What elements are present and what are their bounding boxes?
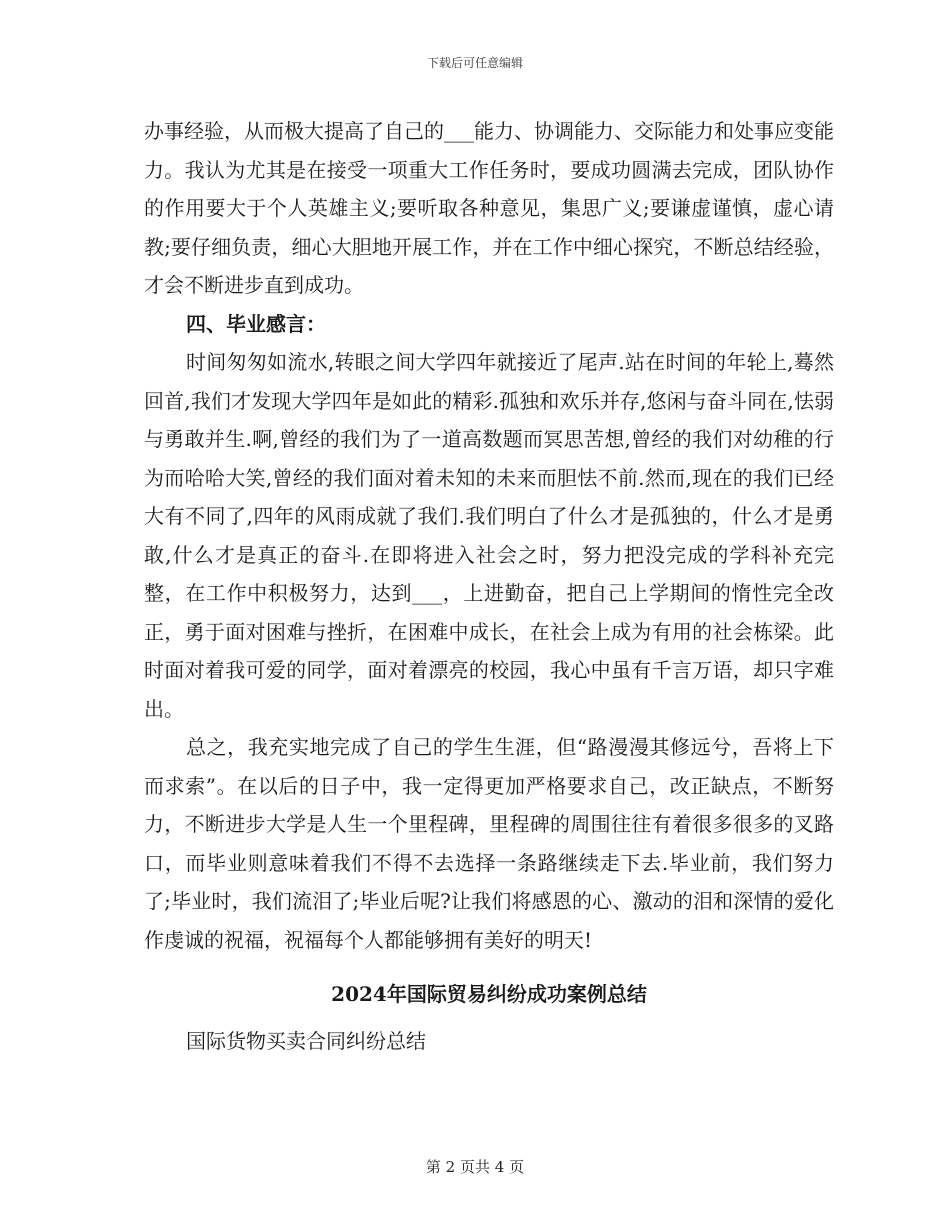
page-footer: 第 2 页共 4 页 [425,1158,525,1176]
paragraph-experience: 办事经验，从而极大提高了自己的___能力、协调能力、交际能力和处事应变能力。我认为尤其是在接受一项重大工作任务时，要成功圆满去完成，团队协作的作用要大于个人英雄主义;要听取各种意见，集思广义;要谦虚谨慎，虚心请教;要仔细负责，细心大胆地开展工作，并在工作中细心探究，不断总结经验，才会不断进步直到成功。 [144,119,834,297]
paragraph-subtitle: 国际货物买卖合同纠纷总结 [186,1028,426,1053]
page-header: 下载后可任意编辑 [426,56,523,70]
document-title: 2024年国际贸易纠纷成功案例总结 [331,982,647,1006]
section-heading-graduation: 四、毕业感言： [186,311,326,336]
paragraph-conclusion: 总之，我充实地完成了自己的学生生涯，但“路漫漫其修远兮，吾将上下而求索”。在以后的日子中，我一定得更加严格要求自己，改正缺点，不断努力，不断进步大学是人生一个里程碑，里程碑的周围往往有着很多很多的叉路口，而毕业则意味着我们不得不去选择一条路继续走下去.毕业前，我们努力了;毕业时，我们流泪了;毕业后呢?让我们将感恩的心、激动的泪和深情的爱化作虔诚的祝福，祝福每个人都能够拥有美好的明天! [144,735,834,952]
paragraph-time: 时间匆匆如流水,转眼之间大学四年就接近了尾声.站在时间的年轮上,蓦然回首,我们才发现大学四年是如此的精彩.孤独和欢乐并存,悠闲与奋斗同在,怯弱与勇敢并生.啊,曾经的我们为了一道高数题而冥思苦想,曾经的我们对幼稚的行为而哈哈大笑,曾经的我们面对着未知的未来而胆怯不前.然而,现在的我们已经大有不同了,四年的风雨成就了我们.我们明白了什么才是孤独的，什么才是勇敢,什么才是真正的奋斗.在即将进入社会之时，努力把没完成的学科补充完整，在工作中积极努力，达到___，上进勤奋，把自己上学期间的惰性完全改正，勇于面对困难与挫折，在困难中成长，在社会上成为有用的社会栋梁。此时面对着我可爱的同学，面对着漂亮的校园，我心中虽有千言万语，却只字难出。 [144,350,834,721]
document-body [144,112,834,1060]
